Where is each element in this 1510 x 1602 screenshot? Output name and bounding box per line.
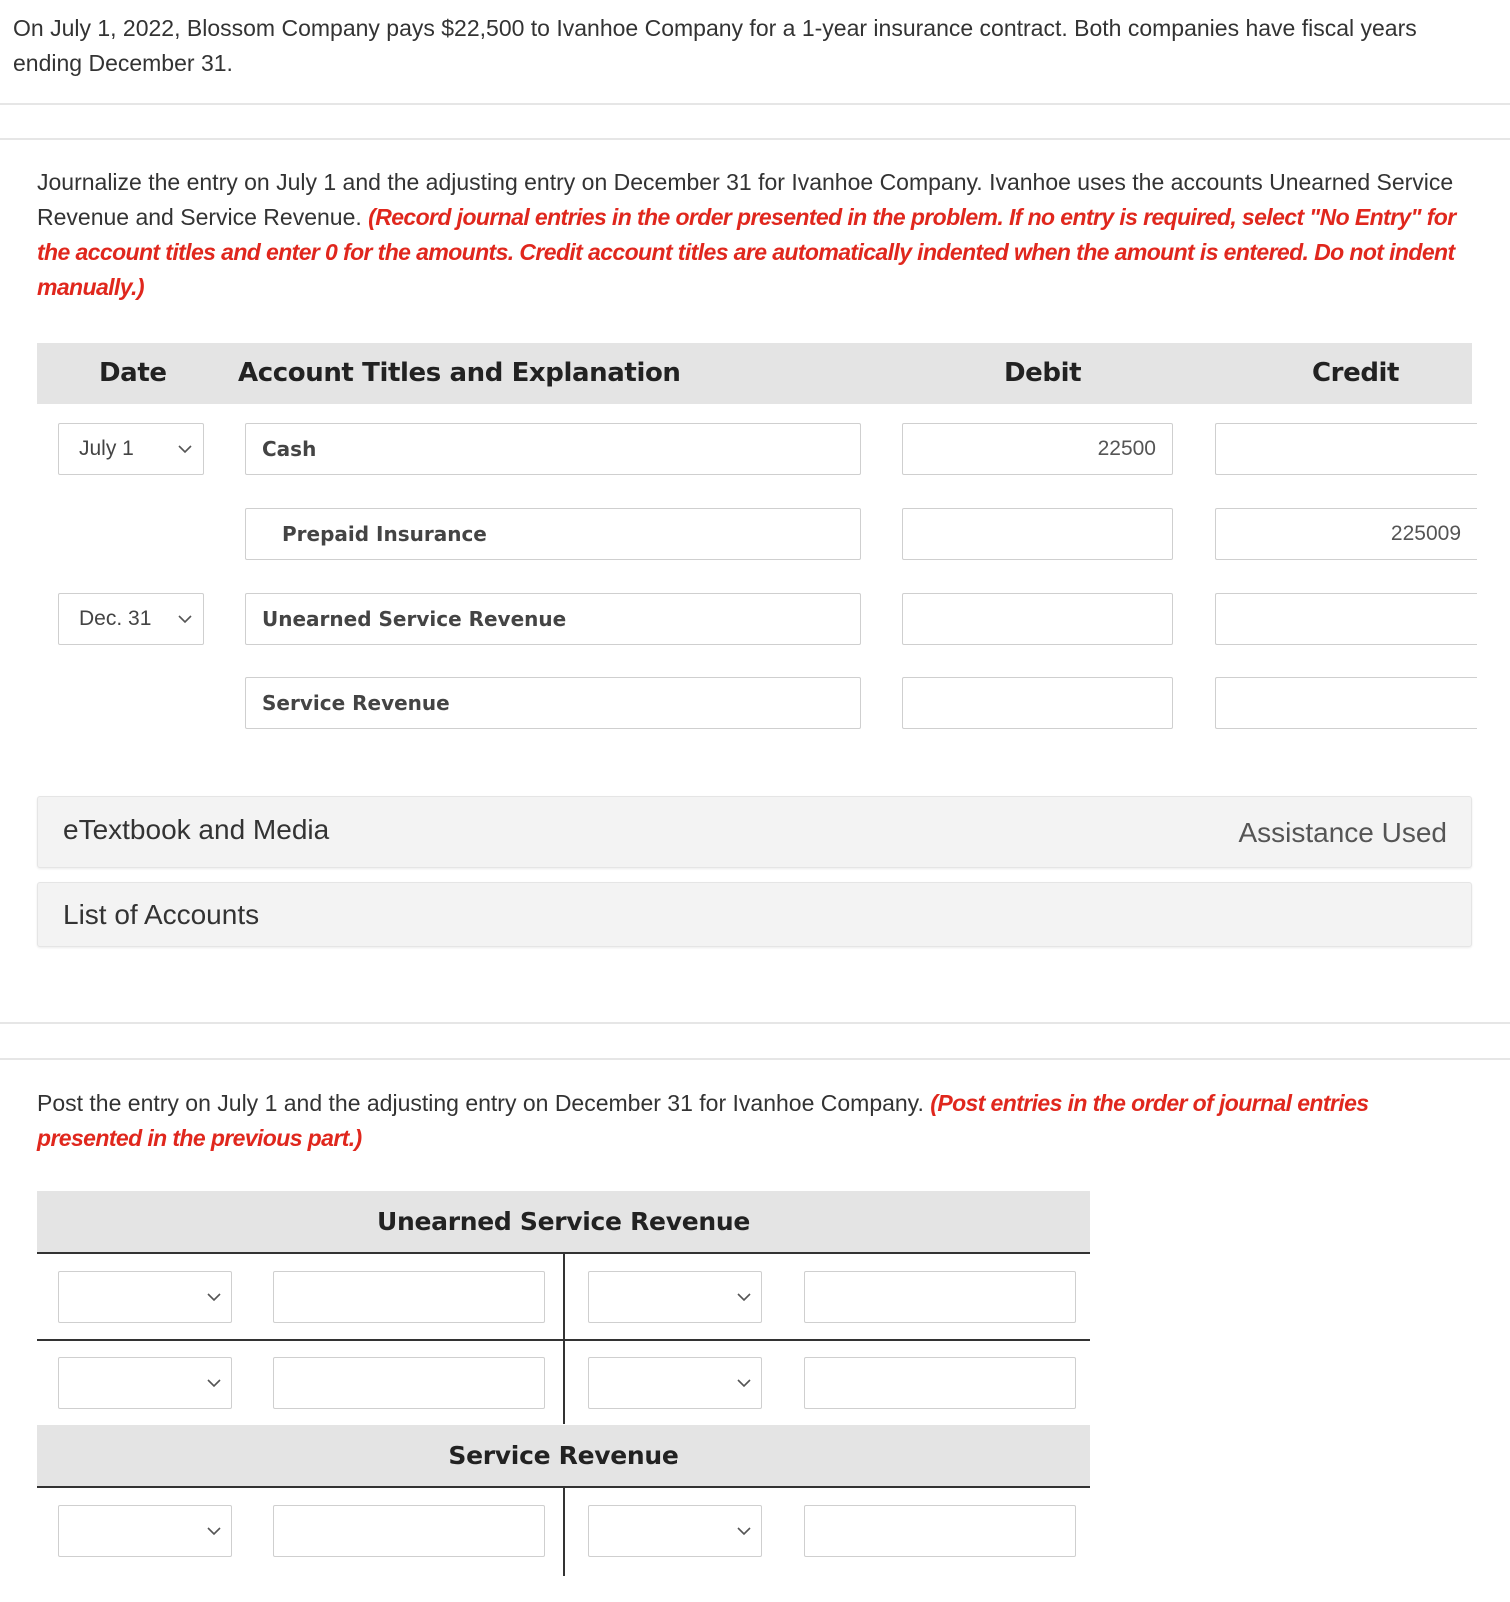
t-account-divider (563, 1486, 565, 1576)
t-date-select[interactable] (588, 1357, 762, 1409)
t-account-title: Unearned Service Revenue (37, 1191, 1090, 1252)
credit-input[interactable]: 225009 (1215, 508, 1477, 560)
date-select-value: July 1 (79, 437, 134, 460)
etextbook-label: eTextbook and Media (63, 814, 330, 845)
credit-input[interactable] (1215, 423, 1477, 475)
journal-table-header (37, 343, 1472, 404)
credit-input[interactable] (1215, 677, 1477, 729)
chevron-down-icon (177, 612, 193, 626)
list-of-accounts-panel[interactable] (37, 882, 1472, 947)
header-account: Account Titles and Explanation (238, 358, 681, 388)
account-title-input[interactable]: Service Revenue (245, 677, 861, 729)
part2-instruction-note: (Post entries in the order of journal entries presented in the previous part.) (37, 1090, 1369, 1151)
header-credit: Credit (1312, 358, 1400, 388)
debit-input[interactable] (902, 508, 1173, 560)
debit-input[interactable] (902, 593, 1173, 645)
date-select-value: Dec. 31 (79, 607, 152, 630)
t-date-select[interactable] (58, 1271, 232, 1323)
part1-instruction-note: (Record journal entries in the order presented in the problem. If no entry is required, select "No Entry" for the account titles and enter 0 for the amounts. Credit account titles are automatically indented when the amount is entered. Do not indent manually.) (37, 204, 1456, 300)
t-account-title: Service Revenue (37, 1425, 1090, 1486)
date-select[interactable] (58, 593, 204, 645)
chevron-down-icon (206, 1524, 222, 1538)
divider (0, 138, 1510, 140)
account-title-input[interactable]: Prepaid Insurance (245, 508, 861, 560)
part2-instruction-text: Post the entry on July 1 and the adjusting entry on December 31 for Ivanhoe Company. (37, 1090, 924, 1116)
t-account-divider (563, 1252, 565, 1424)
t-amount-input[interactable] (273, 1271, 545, 1323)
t-date-select[interactable] (58, 1505, 232, 1557)
chevron-down-icon (736, 1290, 752, 1304)
etextbook-panel[interactable] (37, 796, 1472, 868)
t-amount-input[interactable] (804, 1271, 1076, 1323)
t-amount-input[interactable] (804, 1505, 1076, 1557)
t-date-select[interactable] (58, 1357, 232, 1409)
chevron-down-icon (206, 1290, 222, 1304)
credit-input[interactable] (1215, 593, 1477, 645)
t-amount-input[interactable] (273, 1505, 545, 1557)
account-title-input[interactable]: Cash (245, 423, 861, 475)
list-of-accounts-label: List of Accounts (63, 899, 260, 930)
divider (0, 103, 1510, 105)
chevron-down-icon (206, 1376, 222, 1390)
chevron-down-icon (736, 1376, 752, 1390)
part1-instruction-text: Journalize the entry on July 1 and the adjusting entry on December 31 for Ivanhoe Company. Ivanhoe uses the accounts Unearned Service Revenue and Service Revenue. (37, 169, 1454, 230)
divider (0, 1022, 1510, 1024)
chevron-down-icon (177, 442, 193, 456)
t-amount-input[interactable] (273, 1357, 545, 1409)
t-account-line (37, 1339, 1090, 1341)
t-amount-input[interactable] (804, 1357, 1076, 1409)
header-date: Date (99, 358, 167, 388)
problem-intro: On July 1, 2022, Blossom Company pays $22,500 to Ivanhoe Company for a 1-year insurance contract. Both companies have fiscal years ending December 31. (13, 15, 1417, 76)
part2-instruction (37, 1086, 1457, 1156)
assistance-used-label: Assistance Used (1238, 817, 1447, 848)
date-select[interactable] (58, 423, 204, 475)
chevron-down-icon (736, 1524, 752, 1538)
part1-instruction (37, 165, 1457, 305)
t-date-select[interactable] (588, 1271, 762, 1323)
debit-input[interactable]: 22500 (902, 423, 1173, 475)
debit-input[interactable] (902, 677, 1173, 729)
t-date-select[interactable] (588, 1505, 762, 1557)
divider (0, 1058, 1510, 1060)
account-title-input[interactable]: Unearned Service Revenue (245, 593, 861, 645)
header-debit: Debit (1004, 358, 1082, 388)
